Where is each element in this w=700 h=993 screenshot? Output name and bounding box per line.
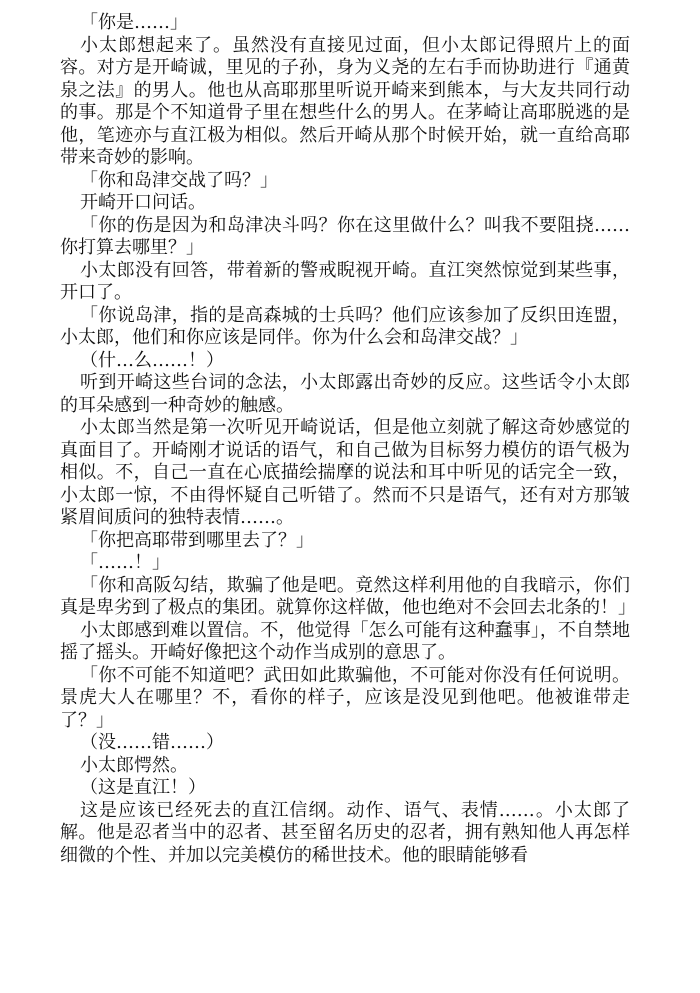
paragraph-5: 「你的伤是因为和岛津决斗吗？你在这里做什么？叫我不要阻挠……你打算去哪里？」 — [60, 214, 630, 258]
paragraph-9: 听到开崎这些台词的念法，小太郎露出奇妙的反应。这些话令小太郎的耳朵感到一种奇妙的触感。 — [60, 372, 630, 416]
paragraph-1: 「你是……」 — [80, 12, 188, 33]
paragraph-2: 小太郎想起来了。虽然没有直接见过面，但小太郎记得照片上的面容。对方是开崎诚，里见的子孙，身为义尧的左右手而协助进行『通黄泉之法』的男人。他也从高耶那里听说开崎来到熊本，与大友共同行动的事。那是个不知道骨子里在想些什么的男人。在茅崎让高耶脱逃的是他，笔迹亦与直江极为相似。然后开崎从那个时候开始，就一直给高耶带来奇妙的影响。 — [60, 34, 630, 168]
paragraph-10: 小太郎当然是第一次听见开崎说话，但是他立刻就了解这奇妙感觉的真面目了。开崎刚才说话的语气，和自己做为目标努力模仿的语气极为相似。不，自己一直在心底描绘揣摩的说法和耳中听见的话完全一致，小太郎一惊，不由得怀疑自己听错了。然而不只是语气，还有对方那皱紧眉间质问的独特表情……。 — [60, 417, 630, 528]
paragraph-6: 小太郎没有回答，带着新的警戒睨视开崎。直江突然惊觉到某些事，开口了。 — [60, 259, 630, 303]
paragraph-18: （这是直江！） — [80, 777, 206, 798]
paragraph-12: 「……！」 — [80, 552, 170, 573]
paragraph-14: 小太郎感到难以置信。不，他觉得「怎么可能有这种蠢事」，不自禁地摇了摇头。开崎好像把这个动作当成别的意思了。 — [60, 619, 630, 663]
novel-page — [60, 12, 636, 867]
paragraph-8: （什…么……！） — [80, 349, 224, 371]
paragraph-13: 「你和高阪勾结，欺骗了他是吧。竟然这样利用他的自我暗示，你们真是卑劣到了极点的集团。就算你这样做，他也绝对不会回去北条的！」 — [60, 574, 636, 618]
paragraph-4: 开崎开口问话。 — [80, 192, 206, 213]
paragraph-11: 「你把高耶带到哪里去了？」 — [80, 529, 314, 551]
paragraph-3: 「你和岛津交战了吗？」 — [80, 169, 278, 191]
paragraph-15: 「你不可能不知道吧？武田如此欺骗他，不可能对你没有任何说明。景虎大人在哪里？不，看你的样子，应该是没见到他吧。他被谁带走了？」 — [60, 664, 630, 731]
paragraph-19: 这是应该已经死去的直江信纲。动作、语气、表情……。小太郎了解。他是忍者当中的忍者、甚至留名历史的忍者，拥有熟知他人再怎样细微的个性、并加以完美模仿的稀世技术。他的眼睛能够看 — [60, 799, 630, 866]
paragraph-7: 「你说岛津，指的是高森城的士兵吗？他们应该参加了反织田连盟，小太郎，他们和你应该是同伴。你为什么会和岛津交战？」 — [60, 304, 630, 348]
paragraph-16: （没……错……） — [80, 732, 224, 753]
paragraph-17: 小太郎愕然。 — [80, 754, 188, 776]
